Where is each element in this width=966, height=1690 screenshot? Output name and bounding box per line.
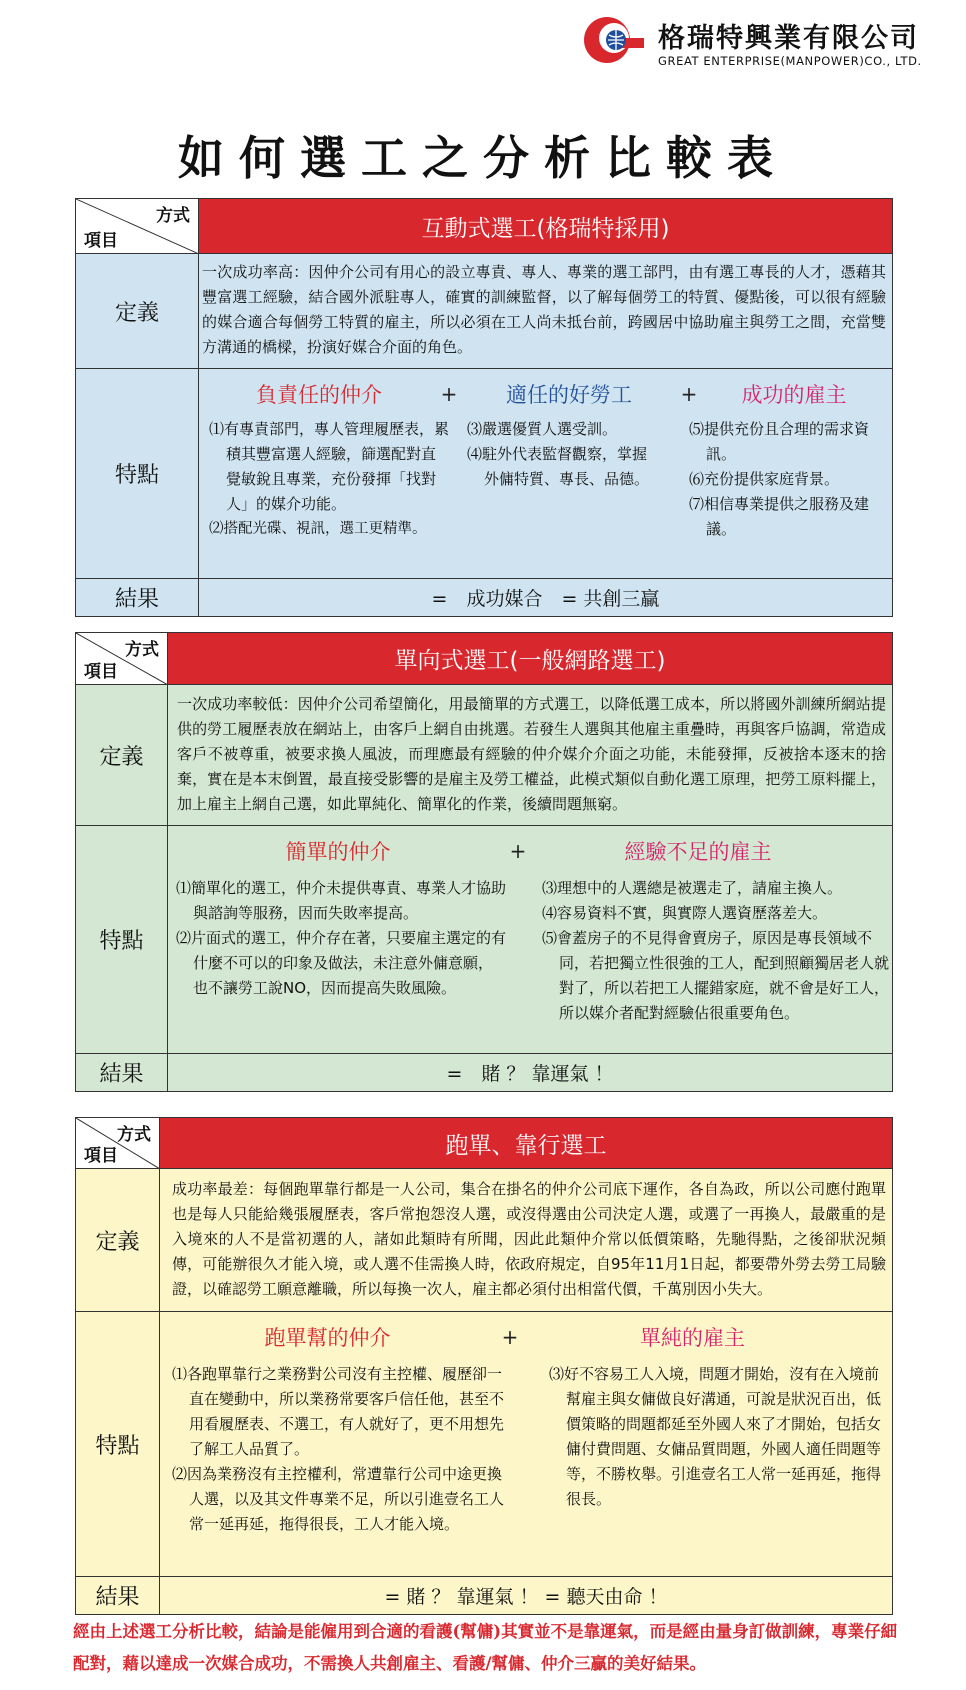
feature-column-employer <box>507 1362 889 1537</box>
feature-head-agency: 簡單的仲介 <box>285 840 391 864</box>
feature-item: ⑶理想中的人選總是被選走了，請雇主換人。 <box>542 879 843 897</box>
result-label: 結果 <box>76 579 199 617</box>
feature-item: ⑺相信專業提供之服務及建議。 <box>689 495 870 538</box>
company-logo-icon <box>580 14 644 66</box>
result-label: 結果 <box>76 1577 160 1615</box>
feature-item: ⑶嚴選優質人選受訓。 <box>467 420 618 438</box>
feature-item: ⑴有專責部門，專人管理履歷表，累積其豐富選人經驗，篩選配對直覺敏銳且專業，充份發揮「找對人」的媒介功能。 <box>209 420 450 513</box>
features-label: 特點 <box>76 826 168 1054</box>
feature-item: ⑹充份提供家庭背景。 <box>689 470 840 488</box>
result-text: = 賭 ？ 靠運氣 ！ <box>168 1054 893 1092</box>
feature-head-employer: 成功的雇主 <box>741 383 847 407</box>
feature-item: ⑴簡單化的選工，仲介未提供專責、專業人才協助與諮詢等服務，因而失敗率提高。 <box>176 879 507 922</box>
page-title: 如何選工之分析比較表 <box>178 131 788 185</box>
feature-column-agency <box>168 876 506 1026</box>
feature-headings <box>168 836 892 866</box>
feature-column-employer <box>657 417 887 542</box>
corner-item-label: 項目 <box>84 1146 118 1166</box>
comparison-table-interactive <box>75 198 893 617</box>
feature-item: ⑵搭配光碟、視訊，選工更精準。 <box>209 521 427 537</box>
definition-text: 一次成功率較低：因仲介公司希望簡化，用最簡單的方式選工，以降低選工成本，所以將國外訓練所網站提供的勞工履歷表放在網站上，由客戶上網自由挑選。若發生人選與其他雇主重疊時，再與客戶協調，常造成客戶不被尊重，被要求換人風波，而理應最有經驗的仲介媒介介面之功能，未能發揮，反被捨本逐末的捨棄，實在是本末倒置，最直接受影響的是雇主及勞工權益，此模式類似自動化選工原理，把勞工原料擺上，加上雇主上網自己選，如此單純化、簡單化的作業，後續問題無窮。 <box>168 685 893 826</box>
feature-item: ⑵因為業務沒有主控權利，常遭靠行公司中途更換人選，以及其文件專業不足，所以引進壹名工人常一延再延，拖得很長，工人才能入境。 <box>172 1465 505 1533</box>
feature-item: ⑷駐外代表監督觀察，掌握外傭特質、專長、品德。 <box>467 445 650 488</box>
plus-sign: + <box>501 1325 519 1349</box>
definition-text: 一次成功率高：因仲介公司有用心的設立專責、專人、專業的選工部門，由有選工專長的人才，憑藉其豐富選工經驗，結合國外派駐專人，確實的訓練監督，以了解每個勞工的特質、優點後，可以很有經驗的媒合適合每個勞工特質的雇主，所以必須在工人尚未抵台前，跨國居中協助雇主與勞工之間，充當雙方溝通的橋樑，扮演好媒合介面的角色。 <box>199 254 893 369</box>
features-label: 特點 <box>76 369 199 579</box>
feature-head-agency: 跑單幫的仲介 <box>264 1326 391 1350</box>
corner-method-label: 方式 <box>117 1125 151 1145</box>
plus-sign: + <box>509 839 527 863</box>
company-name: 格瑞特興業有限公司 <box>658 23 919 54</box>
feature-column-agency <box>199 417 449 542</box>
corner-method-label: 方式 <box>156 206 190 226</box>
definition-label: 定義 <box>76 685 168 826</box>
table-corner-cell <box>76 1118 160 1169</box>
method-heading: 單向式選工(一般網路選工) <box>168 633 893 685</box>
definition-label: 定義 <box>76 254 199 369</box>
corner-method-label: 方式 <box>125 640 159 660</box>
feature-item: ⑷容易資料不實，與實際人選資歷落差大。 <box>542 904 828 922</box>
plus-sign: + <box>440 382 458 406</box>
company-header <box>580 14 920 74</box>
definition-text: 成功率最差：每個跑單靠行都是一人公司，集合在掛名的仲介公司底下運作，各自為政，所以公司應付跑單也是每人只能給幾張履歷表，客戶常抱怨沒人選，或沒得選由公司決定人選，或選了一再換人，最嚴重的是入境來的人不是當初選的人，諸如此類時有所聞，因此此類仲介常以低價策略，先馳得點，之後卻狀況頻傳，可能辦很久才能入境，或人選不佳需換人時，依政府規定，自95年11月1日起，都要帶外勞去勞工局驗證，以確認勞工願意離職，所以每換一次人，雇主都必須付出相當代價，千萬別因小失大。 <box>160 1169 893 1312</box>
feature-item: ⑵片面式的選工，仲介存在著，只要雇主選定的有什麼不可以的印象及做法，未注意外傭意願，也不讓勞工說NO，因而提高失敗風險。 <box>176 929 507 997</box>
features-cell <box>199 369 893 579</box>
company-english-name: GREAT ENTERPRISE(MANPOWER)CO., LTD. <box>658 54 922 68</box>
definition-label: 定義 <box>76 1169 160 1312</box>
feature-head-worker: 適任的好勞工 <box>506 383 632 407</box>
result-text: = 賭 ？ 靠運氣 ！ = 聽天由命 ！ <box>160 1577 893 1615</box>
feature-head-employer: 經驗不足的雇主 <box>624 840 772 864</box>
result-label: 結果 <box>76 1054 168 1092</box>
feature-item: ⑶好不容易工人入境，問題才開始，沒有在入境前幫雇主與女傭做良好溝通，可說是狀況百出，低價策略的問題都延至外國人來了才開始，包括女傭付費問題、女傭品質問題，外國人適任問題等等，不勝枚舉。引進壹名工人常一延再延，拖得很長。 <box>549 1365 882 1508</box>
feature-column-worker <box>449 417 657 542</box>
comparison-table-oneway <box>75 632 893 1092</box>
features-label: 特點 <box>76 1312 160 1577</box>
result-text: = 成功媒合 = 共創三贏 <box>199 579 893 617</box>
feature-item: ⑸提供充份且合理的需求資訊。 <box>689 420 870 463</box>
feature-item: ⑸會蓋房子的不見得會賣房子，原因是專長領域不同，若把獨立性很強的工人，配到照顧獨居老人就對了，所以若把工人擺錯家庭，就不會是好工人，所以媒介者配對經驗佔很重要角色。 <box>542 929 890 1022</box>
feature-head-agency: 負責任的仲介 <box>256 383 382 407</box>
table-corner-cell <box>76 633 168 685</box>
features-cell <box>168 826 893 1054</box>
method-heading: 互動式選工(格瑞特採用) <box>199 199 893 254</box>
corner-item-label: 項目 <box>84 231 118 251</box>
features-cell <box>160 1312 893 1577</box>
feature-column-agency <box>160 1362 507 1537</box>
feature-headings <box>199 379 892 409</box>
corner-item-label: 項目 <box>84 662 118 682</box>
plus-sign: + <box>680 382 698 406</box>
feature-column-employer <box>506 876 892 1026</box>
comparison-table-broker <box>75 1117 893 1615</box>
feature-head-employer: 單純的雇主 <box>640 1326 745 1350</box>
feature-headings <box>160 1322 892 1352</box>
method-heading: 跑單、靠行選工 <box>160 1118 893 1169</box>
conclusion-text: 經由上述選工分析比較，結論是能僱用到合適的看護(幫傭)其實並不是靠運氣，而是經由量身訂做訓練，專業仔細配對，藉以達成一次媒合成功，不需換人共創雇主、看護/幫傭、仲介三贏的美好結果。 <box>73 1622 898 1673</box>
feature-item: ⑴各跑單靠行之業務對公司沒有主控權、履歷卻一直在變動中，所以業務常要客戶信任他，甚至不用看履歷表、不選工，有人就好了，更不用想先了解工人品質了。 <box>172 1365 505 1458</box>
table-corner-cell <box>76 199 199 254</box>
